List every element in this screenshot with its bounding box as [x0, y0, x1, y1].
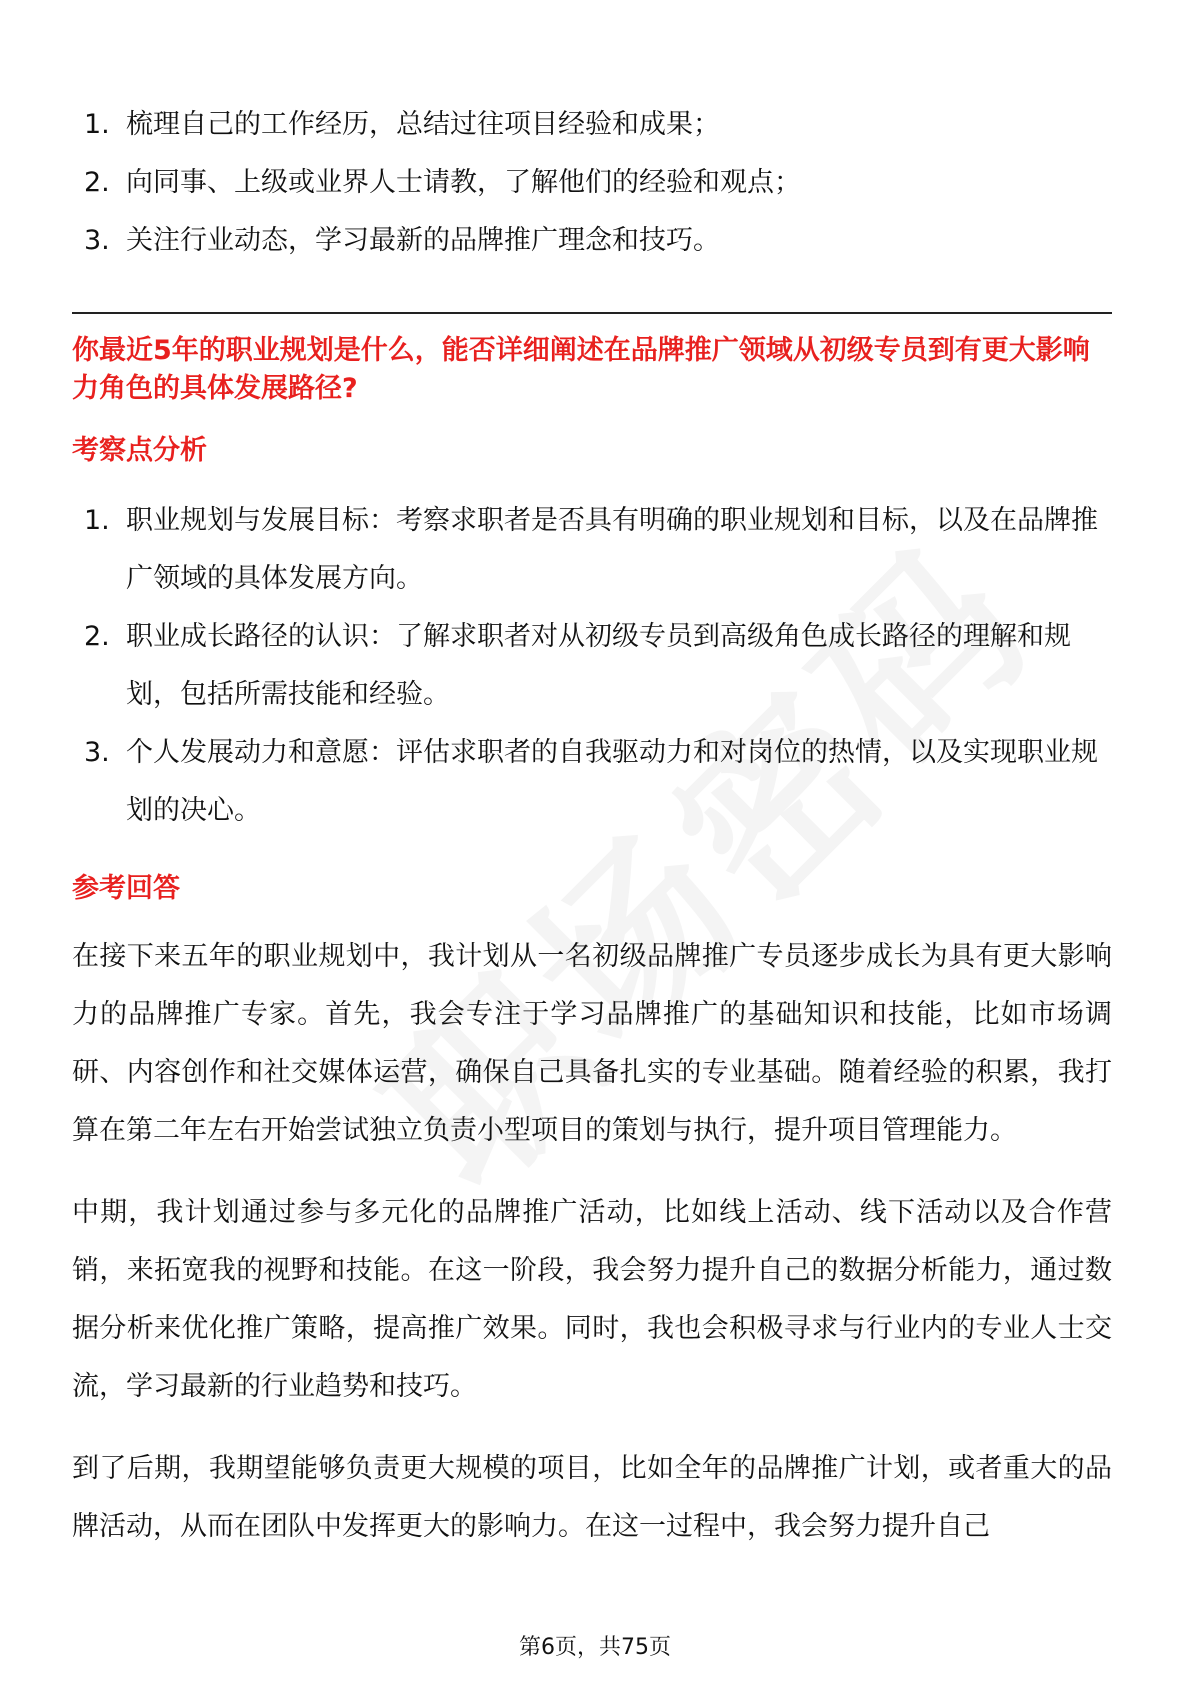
list-item: [72, 492, 1112, 608]
list-item: [72, 724, 1112, 840]
list-item: [72, 154, 1112, 212]
page-number: 第6页，共75页: [519, 1635, 671, 1660]
tips-list: [72, 96, 1112, 270]
list-item-text: 关注行业动态，学习最新的品牌推广理念和技巧。: [126, 225, 720, 256]
answer-paragraph: 中期，我计划通过参与多元化的品牌推广活动，比如线上活动、线下活动以及合作营销，来拓宽我的视野和技能。在这一阶段，我会努力提升自己的数据分析能力，通过数据分析来优化推广策略，提高推广效果。同时，我也会积极寻求与行业内的专业人士交流，学习最新的行业趋势和技巧。: [72, 1197, 1112, 1402]
list-item-text: 职业成长路径的认识：了解求职者对从初级专员到高级角色成长路径的理解和规划，包括所需技能和经验。: [126, 621, 1071, 710]
list-item-text: 职业规划与发展目标：考察求职者是否具有明确的职业规划和目标，以及在品牌推广领域的具体发展方向。: [126, 505, 1098, 594]
list-item-text: 梳理自己的工作经历，总结过往项目经验和成果；: [126, 109, 720, 140]
list-item-number: 2.: [84, 167, 110, 198]
section-divider: [72, 312, 1112, 314]
list-item-number: 1.: [84, 505, 110, 536]
analysis-heading: 考察点分析: [72, 435, 207, 466]
answer-heading: 参考回答: [72, 873, 180, 904]
list-item-number: 3.: [84, 225, 110, 256]
answer-paragraph: 在接下来五年的职业规划中，我计划从一名初级品牌推广专员逐步成长为具有更大影响力的品牌推广专家。首先，我会专注于学习品牌推广的基础知识和技能，比如市场调研、内容创作和社交媒体运营，确保自己具备扎实的专业基础。随着经验的积累，我打算在第二年左右开始尝试独立负责小型项目的策划与执行，提升项目管理能力。: [72, 941, 1112, 1146]
list-item: [72, 96, 1112, 154]
list-item-number: 3.: [84, 737, 110, 768]
list-item-text: 个人发展动力和意愿：评估求职者的自我驱动力和对岗位的热情，以及实现职业规划的决心。: [126, 737, 1098, 826]
list-item: [72, 608, 1112, 724]
list-item-number: 2.: [84, 621, 110, 652]
interview-question: 你最近5年的职业规划是什么，能否详细阐述在品牌推广领域从初级专员到有更大影响力角色的具体发展路径?: [72, 335, 1090, 404]
list-item-text: 向同事、上级或业界人士请教，了解他们的经验和观点；: [126, 167, 801, 198]
page-content: [72, 96, 1112, 1580]
list-item-number: 1.: [84, 109, 110, 140]
list-item: [72, 212, 1112, 270]
answer-paragraph: 到了后期，我期望能够负责更大规模的项目，比如全年的品牌推广计划，或者重大的品牌活动，从而在团队中发挥更大的影响力。在这一过程中，我会努力提升自己: [72, 1453, 1112, 1542]
analysis-list: [72, 492, 1112, 840]
